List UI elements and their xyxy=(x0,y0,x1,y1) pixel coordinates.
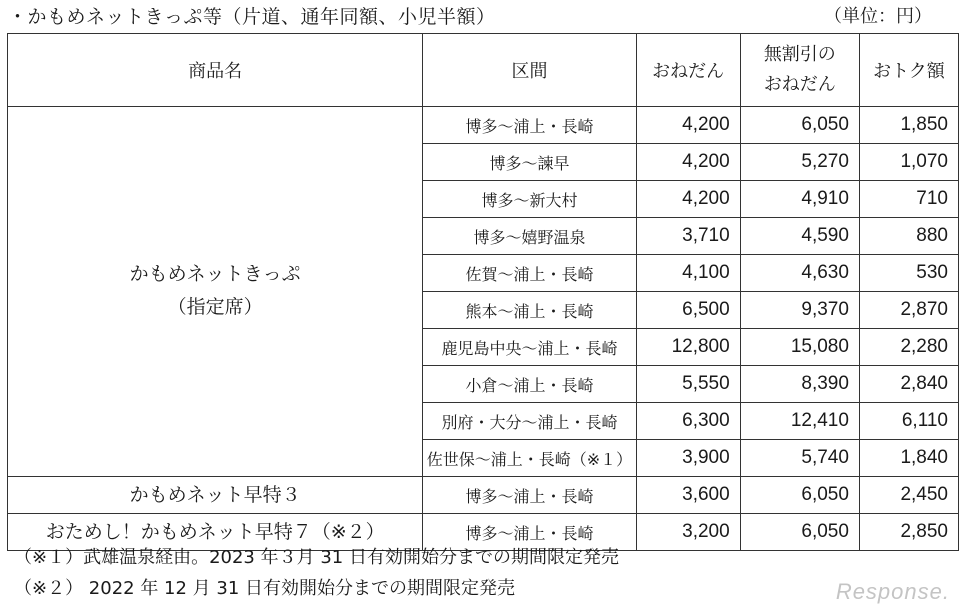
route-cell: 博多～諫早 xyxy=(423,144,636,181)
column-header-price: おねだん xyxy=(636,34,740,107)
saving-cell: 880 xyxy=(859,218,958,255)
product-name: かもめネットきっぷ xyxy=(129,262,301,285)
regular-price-cell: 15,080 xyxy=(740,329,859,366)
saving-cell: 2,280 xyxy=(859,329,958,366)
regular-price-cell: 4,590 xyxy=(740,218,859,255)
product-seat-type: （指定席） xyxy=(167,295,263,318)
product-name-cell xyxy=(8,107,423,477)
regular-price-cell: 12,410 xyxy=(740,403,859,440)
price-cell: 3,200 xyxy=(636,514,740,551)
saving-cell: 530 xyxy=(859,255,958,292)
fare-table xyxy=(7,33,959,551)
regular-price-cell: 9,370 xyxy=(740,292,859,329)
route-cell: 佐賀～浦上・長崎 xyxy=(423,255,636,292)
regular-price-cell: 4,630 xyxy=(740,255,859,292)
saving-cell: 6,110 xyxy=(859,403,958,440)
price-cell: 4,200 xyxy=(636,144,740,181)
price-cell: 3,710 xyxy=(636,218,740,255)
saving-cell: 2,850 xyxy=(859,514,958,551)
footnote-1: （※１）武雄温泉経由。2023 年３月 31 日有効開始分までの期間限定発売 xyxy=(14,547,619,568)
regular-price-cell: 6,050 xyxy=(740,477,859,514)
product-name-cell xyxy=(8,477,423,514)
price-cell: 4,100 xyxy=(636,255,740,292)
column-header-regular-price: 無割引の おねだん xyxy=(740,34,859,107)
route-cell: 博多～新大村 xyxy=(423,181,636,218)
price-cell: 4,200 xyxy=(636,181,740,218)
saving-cell: 2,450 xyxy=(859,477,958,514)
regular-price-cell: 4,910 xyxy=(740,181,859,218)
route-cell: 佐世保～浦上・長崎（※１） xyxy=(423,440,636,477)
page-title: ・かもめネットきっぷ等（片道、通年同額、小児半額） xyxy=(8,6,496,28)
price-cell: 3,900 xyxy=(636,440,740,477)
watermark-logo: Response. xyxy=(835,579,950,604)
saving-cell: 1,840 xyxy=(859,440,958,477)
table-row xyxy=(8,107,959,144)
unit-label: （単位：円） xyxy=(824,6,932,27)
column-header-product: 商品名 xyxy=(8,34,423,107)
saving-cell: 1,070 xyxy=(859,144,958,181)
route-cell: 別府・大分～浦上・長崎 xyxy=(423,403,636,440)
regular-price-cell: 6,050 xyxy=(740,514,859,551)
route-cell: 博多～浦上・長崎 xyxy=(423,107,636,144)
regular-price-cell: 6,050 xyxy=(740,107,859,144)
route-cell: 小倉～浦上・長崎 xyxy=(423,366,636,403)
regular-price-cell: 5,740 xyxy=(740,440,859,477)
price-cell: 3,600 xyxy=(636,477,740,514)
table-body xyxy=(8,107,959,551)
price-cell: 5,550 xyxy=(636,366,740,403)
price-cell: 6,500 xyxy=(636,292,740,329)
regular-price-cell: 5,270 xyxy=(740,144,859,181)
price-cell: 4,200 xyxy=(636,107,740,144)
route-cell: 熊本～浦上・長崎 xyxy=(423,292,636,329)
saving-cell: 1,850 xyxy=(859,107,958,144)
saving-cell: 2,840 xyxy=(859,366,958,403)
price-cell: 12,800 xyxy=(636,329,740,366)
route-cell: 博多～嬉野温泉 xyxy=(423,218,636,255)
route-cell: 博多～浦上・長崎 xyxy=(423,477,636,514)
footnote-2: （※２） 2022 年 12 月 31 日有効開始分までの期間限定発売 xyxy=(14,578,516,599)
table-row xyxy=(8,477,959,514)
column-header-saving: おトク額 xyxy=(859,34,958,107)
route-cell: 博多～浦上・長崎 xyxy=(423,514,636,551)
regular-price-cell: 8,390 xyxy=(740,366,859,403)
route-cell: 鹿児島中央～浦上・長崎 xyxy=(423,329,636,366)
product-name: おためし！かもめネット早特７（※２） xyxy=(45,521,385,543)
table-header-row xyxy=(8,34,959,107)
saving-cell: 2,870 xyxy=(859,292,958,329)
price-cell: 6,300 xyxy=(636,403,740,440)
product-name: かもめネット早特３ xyxy=(129,484,301,506)
saving-cell: 710 xyxy=(859,181,958,218)
column-header-route: 区間 xyxy=(423,34,636,107)
